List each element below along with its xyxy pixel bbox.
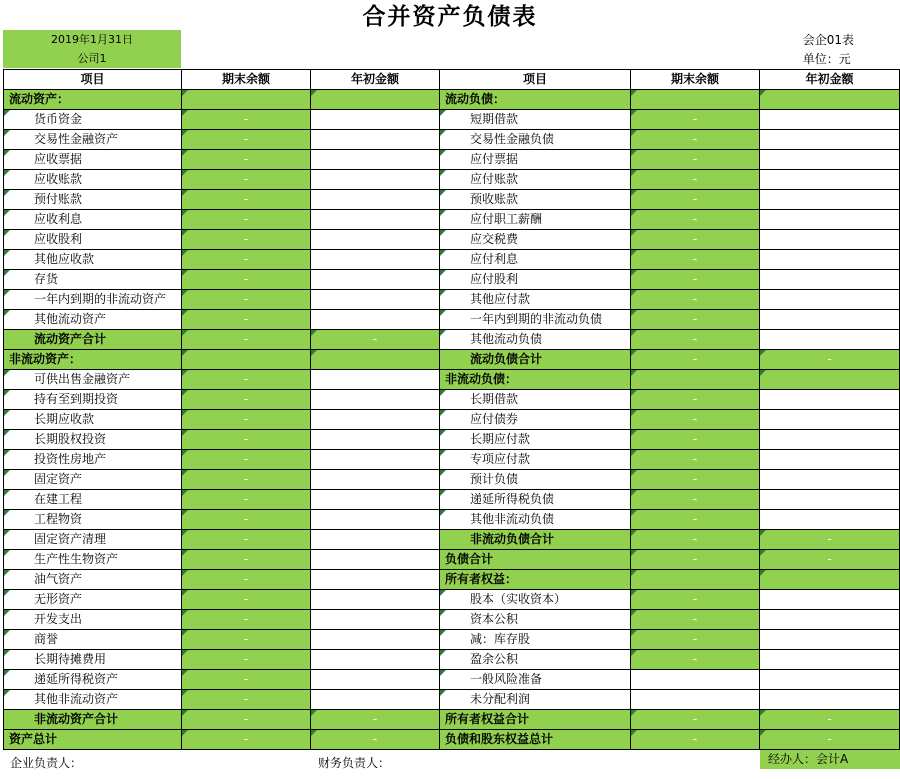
table-row bbox=[4, 690, 900, 710]
enterprise-head-label: 企业负责人： bbox=[10, 756, 83, 770]
right-begin-balance-cell[interactable] bbox=[760, 610, 900, 630]
right-begin-balance-cell[interactable] bbox=[760, 110, 900, 130]
left-item-label: 工程物资 bbox=[4, 510, 182, 530]
right-begin-balance-cell[interactable] bbox=[760, 690, 900, 710]
left-end-balance-cell[interactable]: - bbox=[182, 450, 311, 470]
right-end-balance-cell[interactable] bbox=[631, 90, 760, 110]
table-row bbox=[4, 570, 900, 590]
company-name: 公司1 bbox=[77, 52, 107, 65]
table-row bbox=[4, 170, 900, 190]
table-row bbox=[4, 350, 900, 370]
col-header-begin-balance: 年初金额 bbox=[311, 70, 440, 90]
left-begin-balance-cell[interactable] bbox=[311, 430, 440, 450]
left-item-label: 应收票据 bbox=[4, 150, 182, 170]
right-begin-balance-cell[interactable] bbox=[760, 510, 900, 530]
table-row bbox=[4, 730, 900, 750]
table-row bbox=[4, 370, 900, 390]
right-item-label: 长期应付款 bbox=[440, 430, 631, 450]
left-end-balance-cell[interactable]: - bbox=[182, 550, 311, 570]
right-begin-balance-cell[interactable] bbox=[760, 470, 900, 490]
signature-footer bbox=[0, 749, 900, 779]
left-end-balance-cell[interactable]: - bbox=[182, 170, 311, 190]
right-end-balance-cell[interactable]: - bbox=[631, 350, 760, 370]
right-end-balance-cell[interactable] bbox=[631, 690, 760, 710]
right-item-label: 股本（实收资本） bbox=[440, 590, 631, 610]
right-begin-balance-cell[interactable] bbox=[760, 310, 900, 330]
left-begin-balance-cell[interactable] bbox=[311, 250, 440, 270]
left-begin-balance-cell[interactable] bbox=[311, 670, 440, 690]
left-item-label: 资产总计 bbox=[4, 730, 182, 750]
left-end-balance-cell[interactable]: - bbox=[182, 670, 311, 690]
right-item-label: 其他应付款 bbox=[440, 290, 631, 310]
left-begin-balance-cell[interactable] bbox=[311, 630, 440, 650]
right-end-balance-cell[interactable]: - bbox=[631, 610, 760, 630]
left-begin-balance-cell[interactable] bbox=[311, 150, 440, 170]
table-row bbox=[4, 550, 900, 570]
right-end-balance-cell[interactable]: - bbox=[631, 330, 760, 350]
right-begin-balance-cell[interactable] bbox=[760, 650, 900, 670]
left-begin-balance-cell[interactable] bbox=[311, 450, 440, 470]
right-end-balance-cell[interactable]: - bbox=[631, 410, 760, 430]
right-item-label: 所有者权益： bbox=[440, 570, 631, 590]
right-begin-balance-cell[interactable] bbox=[760, 190, 900, 210]
table-row bbox=[4, 510, 900, 530]
left-begin-balance-cell[interactable] bbox=[311, 550, 440, 570]
right-begin-balance-cell[interactable] bbox=[760, 290, 900, 310]
col-header-end-balance: 期末余额 bbox=[631, 70, 760, 90]
table-row bbox=[4, 710, 900, 730]
left-end-balance-cell[interactable]: - bbox=[182, 410, 311, 430]
left-item-label: 其他应收款 bbox=[4, 250, 182, 270]
left-end-balance-cell[interactable]: - bbox=[182, 150, 311, 170]
left-item-label: 非流动资产合计 bbox=[4, 710, 182, 730]
left-begin-balance-cell[interactable] bbox=[311, 510, 440, 530]
right-end-balance-cell[interactable]: - bbox=[631, 170, 760, 190]
table-row bbox=[4, 490, 900, 510]
right-end-balance-cell[interactable]: - bbox=[631, 150, 760, 170]
right-item-label: 应付股利 bbox=[440, 270, 631, 290]
right-end-balance-cell[interactable]: - bbox=[631, 510, 760, 530]
left-item-label: 在建工程 bbox=[4, 490, 182, 510]
table-row bbox=[4, 190, 900, 210]
right-item-label: 流动负债： bbox=[440, 90, 631, 110]
left-end-balance-cell[interactable]: - bbox=[182, 110, 311, 130]
right-end-balance-cell[interactable]: - bbox=[631, 310, 760, 330]
left-begin-balance-cell[interactable] bbox=[311, 270, 440, 290]
right-item-label: 一般风险准备 bbox=[440, 670, 631, 690]
right-item-label: 减：库存股 bbox=[440, 630, 631, 650]
left-item-label: 固定资产 bbox=[4, 470, 182, 490]
left-begin-balance-cell[interactable] bbox=[311, 190, 440, 210]
left-item-label: 长期股权投资 bbox=[4, 430, 182, 450]
right-item-label: 应交税费 bbox=[440, 230, 631, 250]
table-row bbox=[4, 630, 900, 650]
table-row bbox=[4, 250, 900, 270]
left-end-balance-cell[interactable]: - bbox=[182, 530, 311, 550]
right-item-label: 预计负债 bbox=[440, 470, 631, 490]
table-row bbox=[4, 150, 900, 170]
table-row bbox=[4, 390, 900, 410]
right-item-label: 专项应付款 bbox=[440, 450, 631, 470]
left-item-label: 油气资产 bbox=[4, 570, 182, 590]
right-item-label: 应付债券 bbox=[440, 410, 631, 430]
left-end-balance-cell[interactable]: - bbox=[182, 130, 311, 150]
left-item-label: 持有至到期投资 bbox=[4, 390, 182, 410]
left-end-balance-cell[interactable]: - bbox=[182, 730, 311, 750]
right-begin-balance-cell[interactable] bbox=[760, 330, 900, 350]
left-item-label: 预付账款 bbox=[4, 190, 182, 210]
right-end-balance-cell[interactable]: - bbox=[631, 730, 760, 750]
left-end-balance-cell[interactable]: - bbox=[182, 370, 311, 390]
left-item-label: 生产性生物资产 bbox=[4, 550, 182, 570]
left-begin-balance-cell[interactable]: - bbox=[311, 710, 440, 730]
left-item-label: 固定资产清理 bbox=[4, 530, 182, 550]
table-row bbox=[4, 430, 900, 450]
right-begin-balance-cell[interactable]: - bbox=[760, 710, 900, 730]
left-begin-balance-cell[interactable] bbox=[311, 530, 440, 550]
page-title: 合并资产负债表 bbox=[362, 3, 538, 30]
left-begin-balance-cell[interactable] bbox=[311, 170, 440, 190]
right-end-balance-cell[interactable]: - bbox=[631, 710, 760, 730]
right-item-label: 应付利息 bbox=[440, 250, 631, 270]
left-end-balance-cell[interactable]: - bbox=[182, 590, 311, 610]
right-end-balance-cell[interactable]: - bbox=[631, 550, 760, 570]
left-item-label: 流动资产： bbox=[4, 90, 182, 110]
balance-sheet-table bbox=[3, 69, 900, 750]
table-row bbox=[4, 650, 900, 670]
table-header-row bbox=[4, 70, 900, 90]
col-header-end-balance: 期末余额 bbox=[182, 70, 311, 90]
left-end-balance-cell[interactable]: - bbox=[182, 630, 311, 650]
left-begin-balance-cell[interactable] bbox=[311, 90, 440, 110]
left-end-balance-cell[interactable]: - bbox=[182, 610, 311, 630]
report-date: 2019年1月31日 bbox=[51, 33, 133, 46]
left-item-label: 应收股利 bbox=[4, 230, 182, 250]
left-begin-balance-cell[interactable] bbox=[311, 570, 440, 590]
left-begin-balance-cell[interactable] bbox=[311, 390, 440, 410]
right-end-balance-cell[interactable] bbox=[631, 670, 760, 690]
table-row bbox=[4, 90, 900, 110]
right-end-balance-cell[interactable]: - bbox=[631, 110, 760, 130]
right-item-label: 应付账款 bbox=[440, 170, 631, 190]
right-begin-balance-cell[interactable]: - bbox=[760, 550, 900, 570]
left-item-label: 投资性房地产 bbox=[4, 450, 182, 470]
right-item-label: 盈余公积 bbox=[440, 650, 631, 670]
right-item-label: 非流动负债合计 bbox=[440, 530, 631, 550]
right-end-balance-cell[interactable]: - bbox=[631, 490, 760, 510]
right-item-label: 递延所得税负债 bbox=[440, 490, 631, 510]
right-begin-balance-cell[interactable] bbox=[760, 450, 900, 470]
left-end-balance-cell[interactable]: - bbox=[182, 290, 311, 310]
right-item-label: 长期借款 bbox=[440, 390, 631, 410]
left-item-label: 开发支出 bbox=[4, 610, 182, 630]
left-item-label: 其他流动资产 bbox=[4, 310, 182, 330]
left-item-label: 其他非流动资产 bbox=[4, 690, 182, 710]
currency-unit: 单位：元 bbox=[802, 52, 851, 66]
right-begin-balance-cell[interactable] bbox=[760, 630, 900, 650]
left-end-balance-cell[interactable]: - bbox=[182, 270, 311, 290]
right-begin-balance-cell[interactable]: - bbox=[760, 350, 900, 370]
table-row bbox=[4, 310, 900, 330]
right-begin-balance-cell[interactable] bbox=[760, 250, 900, 270]
right-begin-balance-cell[interactable] bbox=[760, 590, 900, 610]
table-row bbox=[4, 410, 900, 430]
left-end-balance-cell[interactable]: - bbox=[182, 650, 311, 670]
right-item-label: 交易性金融负债 bbox=[440, 130, 631, 150]
left-item-label: 非流动资产： bbox=[4, 350, 182, 370]
right-begin-balance-cell[interactable] bbox=[760, 210, 900, 230]
right-item-label: 短期借款 bbox=[440, 110, 631, 130]
right-begin-balance-cell[interactable] bbox=[760, 90, 900, 110]
left-end-balance-cell[interactable]: - bbox=[182, 390, 311, 410]
right-item-label: 未分配利润 bbox=[440, 690, 631, 710]
table-row bbox=[4, 210, 900, 230]
left-item-label: 可供出售金融资产 bbox=[4, 370, 182, 390]
right-item-label: 其他非流动负债 bbox=[440, 510, 631, 530]
right-begin-balance-cell[interactable] bbox=[760, 170, 900, 190]
form-number: 会企01表 bbox=[802, 33, 854, 47]
left-end-balance-cell[interactable]: - bbox=[182, 230, 311, 250]
right-begin-balance-cell[interactable]: - bbox=[760, 530, 900, 550]
right-item-label: 应付票据 bbox=[440, 150, 631, 170]
right-begin-balance-cell[interactable] bbox=[760, 670, 900, 690]
left-end-balance-cell[interactable]: - bbox=[182, 490, 311, 510]
right-begin-balance-cell[interactable] bbox=[760, 410, 900, 430]
table-row bbox=[4, 290, 900, 310]
left-begin-balance-cell[interactable] bbox=[311, 490, 440, 510]
right-end-balance-cell[interactable]: - bbox=[631, 470, 760, 490]
left-item-label: 应收利息 bbox=[4, 210, 182, 230]
left-begin-balance-cell[interactable] bbox=[311, 470, 440, 490]
col-header-item: 项目 bbox=[440, 70, 631, 90]
left-end-balance-cell[interactable]: - bbox=[182, 330, 311, 350]
right-item-label: 应付职工薪酬 bbox=[440, 210, 631, 230]
left-item-label: 存货 bbox=[4, 270, 182, 290]
right-end-balance-cell[interactable]: - bbox=[631, 430, 760, 450]
left-end-balance-cell[interactable] bbox=[182, 350, 311, 370]
right-item-label: 非流动负债： bbox=[440, 370, 631, 390]
right-item-label: 一年内到期的非流动负债 bbox=[440, 310, 631, 330]
left-end-balance-cell[interactable]: - bbox=[182, 690, 311, 710]
left-begin-balance-cell[interactable] bbox=[311, 370, 440, 390]
right-item-label: 所有者权益合计 bbox=[440, 710, 631, 730]
table-row bbox=[4, 530, 900, 550]
right-begin-balance-cell[interactable] bbox=[760, 230, 900, 250]
left-item-label: 无形资产 bbox=[4, 590, 182, 610]
left-end-balance-cell[interactable]: - bbox=[182, 710, 311, 730]
finance-head-label: 财务负责人： bbox=[318, 756, 391, 770]
right-end-balance-cell[interactable]: - bbox=[631, 650, 760, 670]
table-row bbox=[4, 110, 900, 130]
table-row bbox=[4, 590, 900, 610]
left-begin-balance-cell[interactable] bbox=[311, 350, 440, 370]
left-begin-balance-cell[interactable]: - bbox=[311, 330, 440, 350]
left-item-label: 长期待摊费用 bbox=[4, 650, 182, 670]
table-row bbox=[4, 230, 900, 250]
col-header-begin-balance: 年初金额 bbox=[760, 70, 900, 90]
left-item-label: 递延所得税资产 bbox=[4, 670, 182, 690]
table-row bbox=[4, 670, 900, 690]
right-end-balance-cell[interactable]: - bbox=[631, 130, 760, 150]
right-begin-balance-cell[interactable]: - bbox=[760, 730, 900, 750]
left-begin-balance-cell[interactable] bbox=[311, 590, 440, 610]
col-header-item: 项目 bbox=[4, 70, 182, 90]
left-begin-balance-cell[interactable]: - bbox=[311, 730, 440, 750]
left-item-label: 交易性金融资产 bbox=[4, 130, 182, 150]
right-end-balance-cell[interactable]: - bbox=[631, 270, 760, 290]
right-item-label: 资本公积 bbox=[440, 610, 631, 630]
right-end-balance-cell[interactable]: - bbox=[631, 250, 760, 270]
left-end-balance-cell[interactable]: - bbox=[182, 510, 311, 530]
table-row bbox=[4, 610, 900, 630]
left-item-label: 一年内到期的非流动资产 bbox=[4, 290, 182, 310]
left-item-label: 长期应收款 bbox=[4, 410, 182, 430]
left-end-balance-cell[interactable]: - bbox=[182, 250, 311, 270]
table-row bbox=[4, 470, 900, 490]
right-end-balance-cell[interactable]: - bbox=[631, 530, 760, 550]
right-begin-balance-cell[interactable] bbox=[760, 390, 900, 410]
left-end-balance-cell[interactable]: - bbox=[182, 190, 311, 210]
table-row bbox=[4, 130, 900, 150]
table-row bbox=[4, 270, 900, 290]
left-begin-balance-cell[interactable] bbox=[311, 290, 440, 310]
left-begin-balance-cell[interactable] bbox=[311, 610, 440, 630]
left-end-balance-cell[interactable]: - bbox=[182, 310, 311, 330]
right-begin-balance-cell[interactable] bbox=[760, 570, 900, 590]
right-begin-balance-cell[interactable] bbox=[760, 270, 900, 290]
right-end-balance-cell[interactable]: - bbox=[631, 390, 760, 410]
right-end-balance-cell[interactable]: - bbox=[631, 210, 760, 230]
left-item-label: 商誉 bbox=[4, 630, 182, 650]
right-end-balance-cell[interactable] bbox=[631, 370, 760, 390]
right-end-balance-cell[interactable]: - bbox=[631, 590, 760, 610]
right-item-label: 流动负债合计 bbox=[440, 350, 631, 370]
right-begin-balance-cell[interactable] bbox=[760, 430, 900, 450]
right-end-balance-cell[interactable]: - bbox=[631, 630, 760, 650]
left-item-label: 货币资金 bbox=[4, 110, 182, 130]
right-end-balance-cell[interactable] bbox=[631, 570, 760, 590]
left-begin-balance-cell[interactable] bbox=[311, 410, 440, 430]
table-row bbox=[4, 450, 900, 470]
left-end-balance-cell[interactable]: - bbox=[182, 210, 311, 230]
left-end-balance-cell[interactable]: - bbox=[182, 570, 311, 590]
right-end-balance-cell[interactable]: - bbox=[631, 230, 760, 250]
left-end-balance-cell[interactable]: - bbox=[182, 430, 311, 450]
table-row bbox=[4, 330, 900, 350]
right-item-label: 负债和股东权益总计 bbox=[440, 730, 631, 750]
left-end-balance-cell[interactable]: - bbox=[182, 470, 311, 490]
right-begin-balance-cell[interactable] bbox=[760, 130, 900, 150]
right-item-label: 其他流动负债 bbox=[440, 330, 631, 350]
handler-label: 经办人：会计A bbox=[760, 750, 900, 769]
left-begin-balance-cell[interactable] bbox=[311, 650, 440, 670]
left-item-label: 应收账款 bbox=[4, 170, 182, 190]
left-begin-balance-cell[interactable] bbox=[311, 130, 440, 150]
right-item-label: 负债合计 bbox=[440, 550, 631, 570]
report-header-box bbox=[3, 30, 181, 68]
right-begin-balance-cell[interactable] bbox=[760, 370, 900, 390]
right-item-label: 预收账款 bbox=[440, 190, 631, 210]
left-item-label: 流动资产合计 bbox=[4, 330, 182, 350]
left-begin-balance-cell[interactable] bbox=[311, 690, 440, 710]
left-begin-balance-cell[interactable] bbox=[311, 210, 440, 230]
right-begin-balance-cell[interactable] bbox=[760, 150, 900, 170]
left-begin-balance-cell[interactable] bbox=[311, 230, 440, 250]
right-end-balance-cell[interactable]: - bbox=[631, 290, 760, 310]
right-end-balance-cell[interactable]: - bbox=[631, 450, 760, 470]
right-end-balance-cell[interactable]: - bbox=[631, 190, 760, 210]
left-begin-balance-cell[interactable] bbox=[311, 110, 440, 130]
left-end-balance-cell[interactable] bbox=[182, 90, 311, 110]
left-begin-balance-cell[interactable] bbox=[311, 310, 440, 330]
report-meta bbox=[803, 31, 854, 69]
right-begin-balance-cell[interactable] bbox=[760, 490, 900, 510]
